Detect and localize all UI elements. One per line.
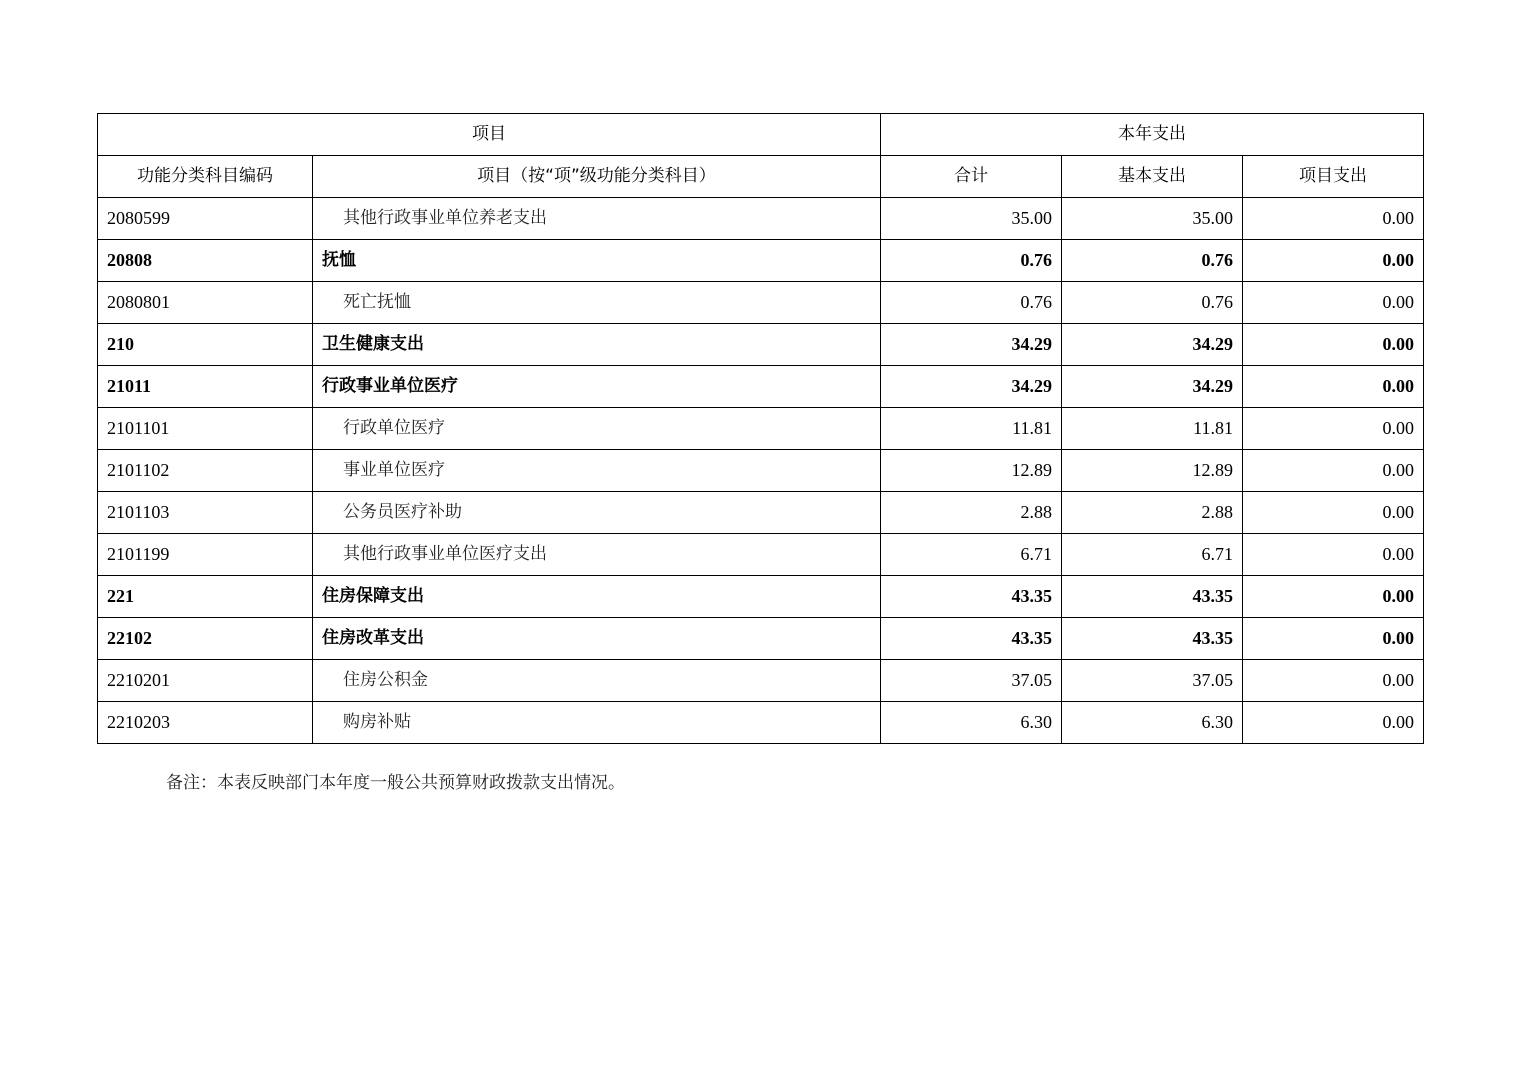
cell-name: 住房改革支出 — [313, 618, 881, 660]
cell-name: 公务员医疗补助 — [313, 492, 881, 534]
table-row — [98, 534, 1424, 576]
cell-name: 行政事业单位医疗 — [313, 366, 881, 408]
cell-basic: 6.71 — [1062, 534, 1243, 576]
table-row — [98, 198, 1424, 240]
cell-basic: 0.76 — [1062, 240, 1243, 282]
cell-total: 34.29 — [881, 324, 1062, 366]
cell-name: 卫生健康支出 — [313, 324, 881, 366]
cell-code: 2101103 — [98, 492, 313, 534]
cell-total: 43.35 — [881, 576, 1062, 618]
cell-total: 43.35 — [881, 618, 1062, 660]
cell-basic: 34.29 — [1062, 366, 1243, 408]
table-row — [98, 408, 1424, 450]
cell-total: 2.88 — [881, 492, 1062, 534]
table-body — [98, 198, 1424, 744]
cell-total: 35.00 — [881, 198, 1062, 240]
cell-project: 0.00 — [1243, 408, 1424, 450]
cell-project: 0.00 — [1243, 492, 1424, 534]
cell-total: 0.76 — [881, 282, 1062, 324]
cell-basic: 37.05 — [1062, 660, 1243, 702]
cell-basic: 0.76 — [1062, 282, 1243, 324]
cell-name: 其他行政事业单位养老支出 — [313, 198, 881, 240]
cell-project: 0.00 — [1243, 534, 1424, 576]
table-row — [98, 324, 1424, 366]
table-row — [98, 660, 1424, 702]
cell-code: 20808 — [98, 240, 313, 282]
table-row — [98, 240, 1424, 282]
cell-name: 行政单位医疗 — [313, 408, 881, 450]
cell-total: 6.30 — [881, 702, 1062, 744]
cell-project: 0.00 — [1243, 366, 1424, 408]
column-header-project: 项目支出 — [1243, 156, 1424, 198]
cell-total: 12.89 — [881, 450, 1062, 492]
cell-project: 0.00 — [1243, 324, 1424, 366]
cell-code: 2080801 — [98, 282, 313, 324]
cell-basic: 6.30 — [1062, 702, 1243, 744]
cell-code: 22102 — [98, 618, 313, 660]
cell-basic: 35.00 — [1062, 198, 1243, 240]
cell-name: 其他行政事业单位医疗支出 — [313, 534, 881, 576]
cell-code: 221 — [98, 576, 313, 618]
cell-project: 0.00 — [1243, 702, 1424, 744]
column-header-name: 项目（按“项”级功能分类科目） — [313, 156, 881, 198]
cell-basic: 11.81 — [1062, 408, 1243, 450]
table-row — [98, 702, 1424, 744]
cell-project: 0.00 — [1243, 660, 1424, 702]
cell-total: 6.71 — [881, 534, 1062, 576]
cell-code: 210 — [98, 324, 313, 366]
cell-code: 2080599 — [98, 198, 313, 240]
column-header-basic: 基本支出 — [1062, 156, 1243, 198]
cell-project: 0.00 — [1243, 240, 1424, 282]
cell-name: 购房补贴 — [313, 702, 881, 744]
cell-name: 抚恤 — [313, 240, 881, 282]
table-row — [98, 618, 1424, 660]
cell-code: 2210201 — [98, 660, 313, 702]
cell-basic: 43.35 — [1062, 618, 1243, 660]
group-header-project: 项目 — [98, 114, 881, 156]
cell-project: 0.00 — [1243, 618, 1424, 660]
cell-basic: 43.35 — [1062, 576, 1243, 618]
budget-expense-table — [97, 113, 1424, 744]
table-column-header-row — [98, 156, 1424, 198]
cell-code: 2101199 — [98, 534, 313, 576]
table-row — [98, 282, 1424, 324]
cell-total: 11.81 — [881, 408, 1062, 450]
cell-name: 死亡抚恤 — [313, 282, 881, 324]
cell-name: 事业单位医疗 — [313, 450, 881, 492]
table-group-header-row — [98, 114, 1424, 156]
cell-code: 2210203 — [98, 702, 313, 744]
cell-total: 37.05 — [881, 660, 1062, 702]
cell-code: 2101102 — [98, 450, 313, 492]
table-row — [98, 492, 1424, 534]
cell-code: 21011 — [98, 366, 313, 408]
cell-name: 住房保障支出 — [313, 576, 881, 618]
cell-total: 34.29 — [881, 366, 1062, 408]
table-note: 备注：本表反映部门本年度一般公共预算财政拨款支出情况。 — [166, 773, 625, 793]
table-row — [98, 450, 1424, 492]
cell-basic: 12.89 — [1062, 450, 1243, 492]
group-header-expense: 本年支出 — [881, 114, 1424, 156]
cell-project: 0.00 — [1243, 450, 1424, 492]
table-row — [98, 576, 1424, 618]
cell-project: 0.00 — [1243, 576, 1424, 618]
column-header-total: 合计 — [881, 156, 1062, 198]
cell-total: 0.76 — [881, 240, 1062, 282]
cell-name: 住房公积金 — [313, 660, 881, 702]
cell-basic: 2.88 — [1062, 492, 1243, 534]
cell-basic: 34.29 — [1062, 324, 1243, 366]
cell-project: 0.00 — [1243, 282, 1424, 324]
column-header-code: 功能分类科目编码 — [98, 156, 313, 198]
cell-code: 2101101 — [98, 408, 313, 450]
cell-project: 0.00 — [1243, 198, 1424, 240]
table-row — [98, 366, 1424, 408]
